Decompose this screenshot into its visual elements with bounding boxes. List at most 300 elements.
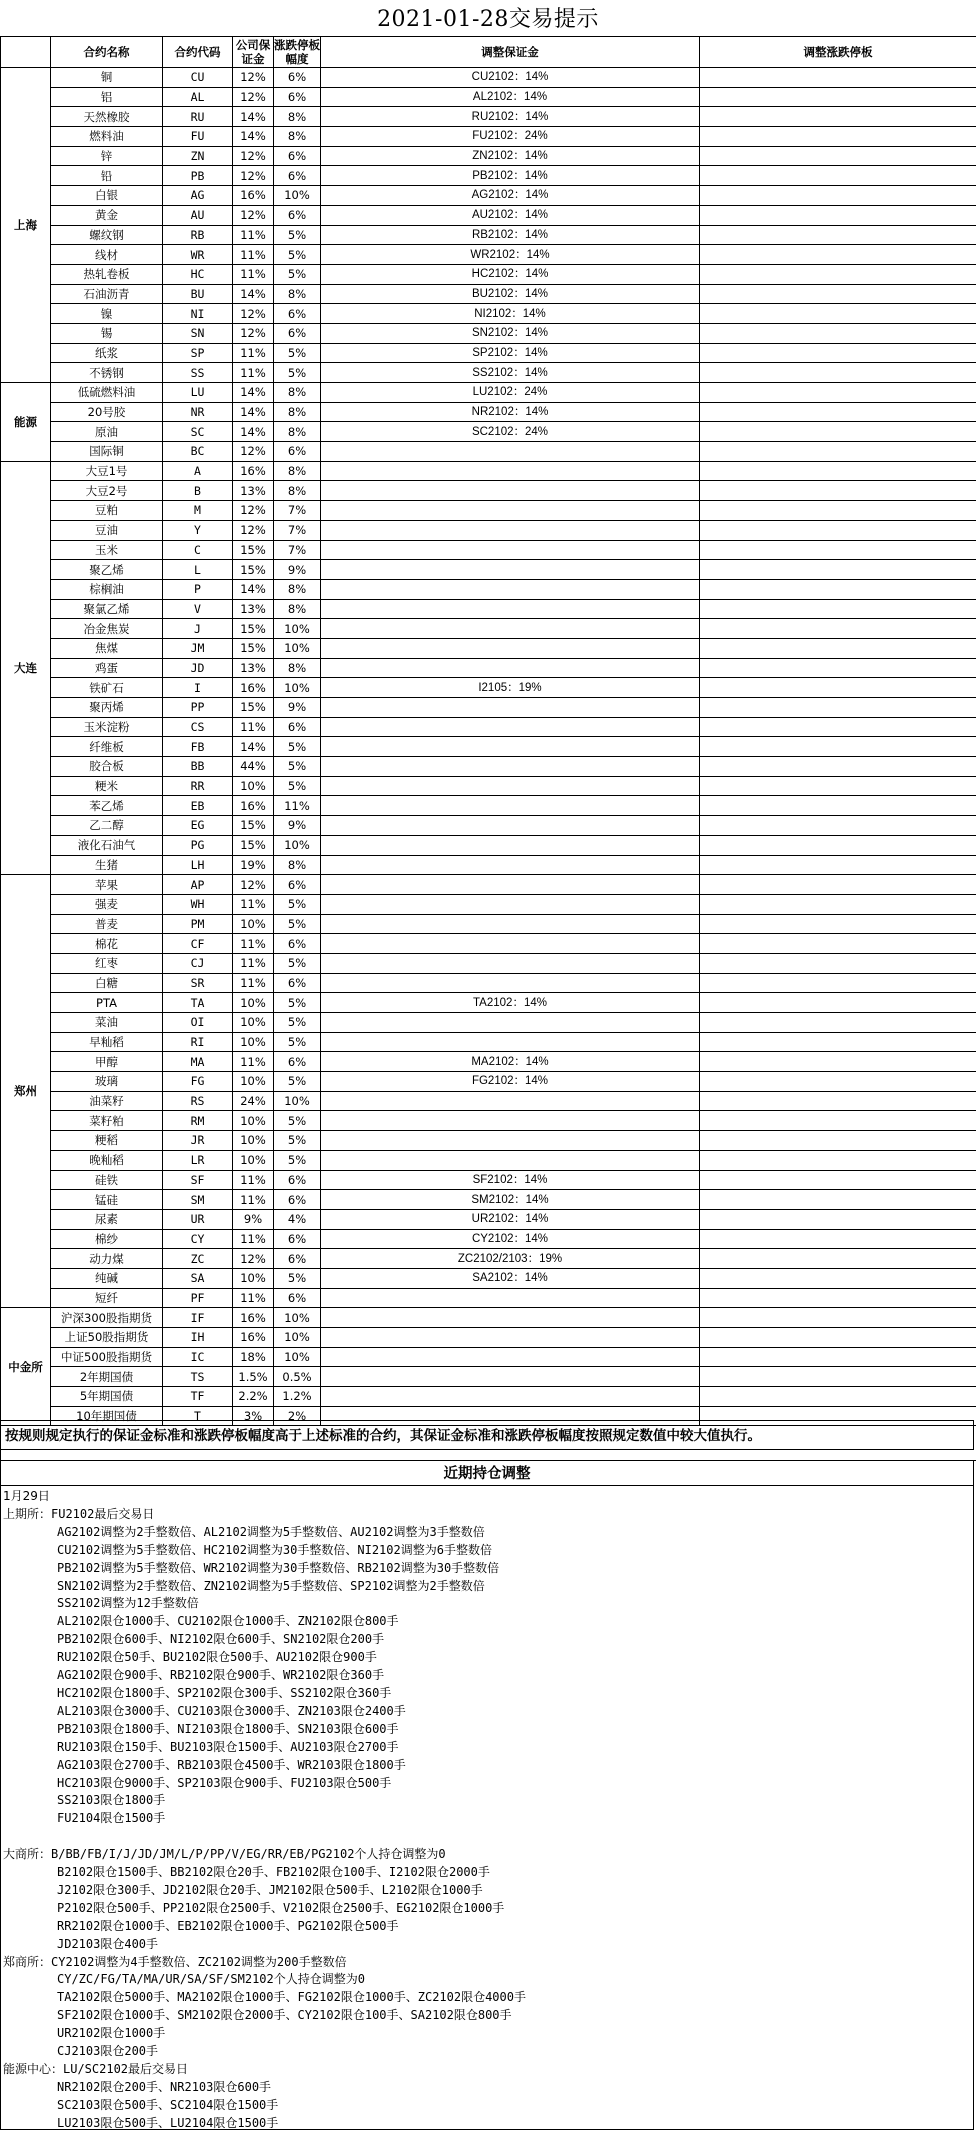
adjusted-limit-cell	[700, 501, 976, 521]
table-row	[1, 363, 976, 383]
adjusted-margin-cell	[321, 501, 700, 521]
adjusted-margin-cell	[321, 638, 700, 658]
contract-code-cell: T	[163, 1406, 233, 1426]
adjusted-margin-cell	[321, 875, 700, 895]
table-row	[1, 284, 976, 304]
adjusted-margin-cell: HC2102：14%	[321, 264, 700, 284]
contract-code-cell: PM	[163, 914, 233, 934]
adjusted-margin-cell: SN2102：14%	[321, 323, 700, 343]
contract-code-cell: V	[163, 599, 233, 619]
company-margin-cell: 15%	[233, 638, 274, 658]
adjusted-margin-cell	[321, 855, 700, 875]
price-limit-cell: 6%	[274, 717, 321, 737]
adjusted-limit-cell	[700, 68, 976, 88]
contract-code-cell: ZC	[163, 1249, 233, 1269]
adjusted-margin-cell	[321, 560, 700, 580]
contract-name-cell: 镍	[51, 304, 163, 324]
table-row	[1, 205, 976, 225]
adjusted-margin-cell: MA2102：14%	[321, 1052, 700, 1072]
adjusted-limit-cell	[700, 1072, 976, 1092]
company-margin-cell: 14%	[233, 127, 274, 147]
adjusted-margin-cell: ZC2102/2103：19%	[321, 1249, 700, 1269]
table-row	[1, 1091, 976, 1111]
adjusted-margin-cell: CU2102：14%	[321, 68, 700, 88]
contract-code-cell: WH	[163, 894, 233, 914]
table-row	[1, 1170, 976, 1190]
adjusted-limit-cell	[700, 914, 976, 934]
table-row	[1, 1052, 976, 1072]
holdings-panel	[0, 1486, 974, 2130]
margin-table	[0, 36, 976, 1461]
table-row	[1, 737, 976, 757]
table-row	[1, 698, 976, 718]
company-margin-cell: 11%	[233, 717, 274, 737]
holdings-line: CU2102调整为5手整数倍、HC2102调整为30手整数倍、NI2102调整为6手整数倍	[3, 1542, 971, 1560]
contract-code-cell: JD	[163, 658, 233, 678]
price-limit-cell: 5%	[274, 245, 321, 265]
contract-code-cell: RU	[163, 107, 233, 127]
adjusted-margin-cell: CY2102：14%	[321, 1229, 700, 1249]
table-row	[1, 638, 976, 658]
contract-code-cell: Y	[163, 520, 233, 540]
adjusted-limit-cell	[700, 1091, 976, 1111]
contract-name-cell: 5年期国债	[51, 1387, 163, 1407]
holdings-line: HC2102限仓1800手、SP2102限仓300手、SS2102限仓360手	[3, 1685, 971, 1703]
adjusted-limit-cell	[700, 284, 976, 304]
price-limit-cell: 5%	[274, 757, 321, 777]
holdings-exchange-label: 上期所：FU2102最后交易日	[3, 1506, 971, 1524]
adjusted-margin-cell: BU2102：14%	[321, 284, 700, 304]
table-row	[1, 245, 976, 265]
region-cell: 中金所	[1, 1308, 51, 1426]
adjusted-limit-cell	[700, 323, 976, 343]
contract-name-cell: 玻璃	[51, 1072, 163, 1092]
contract-code-cell: I	[163, 678, 233, 698]
company-margin-cell: 13%	[233, 658, 274, 678]
adjusted-margin-cell	[321, 776, 700, 796]
contract-name-cell: 短纤	[51, 1288, 163, 1308]
table-row	[1, 166, 976, 186]
contract-name-cell: 粳米	[51, 776, 163, 796]
region-cell: 能源	[1, 383, 51, 462]
table-row	[1, 1150, 976, 1170]
holdings-line: AL2102限仓1000手、CU2102限仓1000手、ZN2102限仓800手	[3, 1613, 971, 1631]
table-row	[1, 579, 976, 599]
contract-name-cell: 20号胶	[51, 402, 163, 422]
holdings-line: SS2102调整为12手整数倍	[3, 1595, 971, 1613]
price-limit-cell: 6%	[274, 205, 321, 225]
price-limit-cell: 5%	[274, 264, 321, 284]
contract-name-cell: 聚乙烯	[51, 560, 163, 580]
contract-code-cell: PP	[163, 698, 233, 718]
company-margin-cell: 10%	[233, 1072, 274, 1092]
region-cell: 郑州	[1, 875, 51, 1308]
contract-name-cell: 国际铜	[51, 442, 163, 462]
price-limit-cell: 8%	[274, 383, 321, 403]
adjusted-limit-cell	[700, 973, 976, 993]
table-row	[1, 678, 976, 698]
adjusted-limit-cell	[700, 1229, 976, 1249]
contract-code-cell: L	[163, 560, 233, 580]
table-header-row	[1, 37, 976, 68]
contract-code-cell: CF	[163, 934, 233, 954]
contract-code-cell: JM	[163, 638, 233, 658]
contract-code-cell: M	[163, 501, 233, 521]
page-title: 2021-01-28交易提示	[0, 0, 976, 36]
adjusted-limit-cell	[700, 1367, 976, 1387]
holdings-line: CY/ZC/FG/TA/MA/UR/SA/SF/SM2102个人持仓调整为0	[3, 1971, 971, 1989]
company-margin-cell: 10%	[233, 1032, 274, 1052]
table-row	[1, 855, 976, 875]
adjusted-margin-cell: I2105：19%	[321, 678, 700, 698]
company-margin-cell: 11%	[233, 1052, 274, 1072]
holdings-line: J2102限仓300手、JD2102限仓20手、JM2102限仓500手、L2102限仓1000手	[3, 1882, 971, 1900]
adjusted-limit-cell	[700, 1308, 976, 1328]
table-row	[1, 993, 976, 1013]
contract-name-cell: 玉米	[51, 540, 163, 560]
price-limit-cell: 6%	[274, 1229, 321, 1249]
price-limit-cell: 1.2%	[274, 1387, 321, 1407]
adjusted-margin-cell: SM2102：14%	[321, 1190, 700, 1210]
adjusted-limit-cell	[700, 855, 976, 875]
adjusted-limit-cell	[700, 1268, 976, 1288]
holdings-line: FU2104限仓1500手	[3, 1810, 971, 1828]
header-contract-code: 合约代码	[163, 37, 233, 68]
adjusted-limit-cell	[700, 757, 976, 777]
adjusted-limit-cell	[700, 1032, 976, 1052]
adjusted-limit-cell	[700, 796, 976, 816]
holdings-line: NR2102限仓200手、NR2103限仓600手	[3, 2079, 971, 2097]
price-limit-cell: 6%	[274, 1249, 321, 1269]
adjusted-margin-cell: SA2102：14%	[321, 1268, 700, 1288]
holdings-line: RU2102限仓50手、BU2102限仓500手、AU2102限仓900手	[3, 1649, 971, 1667]
holdings-line: AL2103限仓3000手、CU2103限仓3000手、ZN2103限仓2400手	[3, 1703, 971, 1721]
adjusted-limit-cell	[700, 1288, 976, 1308]
adjusted-limit-cell	[700, 993, 976, 1013]
holdings-line: RR2102限仓1000手、EB2102限仓1000手、PG2102限仓500手	[3, 1918, 971, 1936]
holdings-exchange-label: 能源中心：LU/SC2102最后交易日	[3, 2061, 971, 2079]
table-row	[1, 225, 976, 245]
adjusted-margin-cell: SF2102：14%	[321, 1170, 700, 1190]
company-margin-cell: 10%	[233, 1013, 274, 1033]
contract-name-cell: 2年期国债	[51, 1367, 163, 1387]
holdings-gap	[3, 1828, 971, 1846]
adjusted-margin-cell	[321, 757, 700, 777]
price-limit-cell: 5%	[274, 1032, 321, 1052]
contract-name-cell: 铁矿石	[51, 678, 163, 698]
adjusted-margin-cell	[321, 579, 700, 599]
contract-code-cell: FG	[163, 1072, 233, 1092]
contract-name-cell: 纯碱	[51, 1268, 163, 1288]
price-limit-cell: 5%	[274, 737, 321, 757]
holdings-line: TA2102限仓5000手、MA2102限仓1000手、FG2102限仓1000手、ZC2102限仓4000手	[3, 1989, 971, 2007]
holdings-exchange-label: 郑商所：CY2102调整为4手整数倍、ZC2102调整为200手整数倍	[3, 1954, 971, 1972]
adjusted-margin-cell	[321, 540, 700, 560]
contract-code-cell: SP	[163, 343, 233, 363]
adjusted-margin-cell	[321, 1091, 700, 1111]
contract-name-cell: 油菜籽	[51, 1091, 163, 1111]
contract-code-cell: PB	[163, 166, 233, 186]
table-row	[1, 1072, 976, 1092]
company-margin-cell: 12%	[233, 323, 274, 343]
company-margin-cell: 10%	[233, 1131, 274, 1151]
company-margin-cell: 12%	[233, 205, 274, 225]
price-limit-cell: 10%	[274, 619, 321, 639]
price-limit-cell: 5%	[274, 363, 321, 383]
adjusted-margin-cell: WR2102：14%	[321, 245, 700, 265]
adjusted-limit-cell	[700, 146, 976, 166]
adjusted-margin-cell	[321, 717, 700, 737]
adjusted-limit-cell	[700, 540, 976, 560]
price-limit-cell: 10%	[274, 1091, 321, 1111]
company-margin-cell: 12%	[233, 68, 274, 88]
contract-name-cell: 早籼稻	[51, 1032, 163, 1052]
contract-name-cell: 甲醇	[51, 1052, 163, 1072]
adjusted-margin-cell	[321, 442, 700, 462]
holdings-line: JD2103限仓400手	[3, 1936, 971, 1954]
adjusted-limit-cell	[700, 442, 976, 462]
table-row	[1, 1229, 976, 1249]
price-limit-cell: 4%	[274, 1209, 321, 1229]
contract-code-cell: SN	[163, 323, 233, 343]
adjusted-limit-cell	[700, 363, 976, 383]
adjusted-limit-cell	[700, 737, 976, 757]
table-row	[1, 540, 976, 560]
contract-name-cell: 黄金	[51, 205, 163, 225]
contract-code-cell: RM	[163, 1111, 233, 1131]
contract-code-cell: CU	[163, 68, 233, 88]
contract-name-cell: 硅铁	[51, 1170, 163, 1190]
price-limit-cell: 6%	[274, 1288, 321, 1308]
adjusted-margin-cell	[321, 737, 700, 757]
holdings-exchange-label: 大商所：B/BB/FB/I/J/JD/JM/L/P/PP/V/EG/RR/EB/PG2102个人持仓调整为0	[3, 1846, 971, 1864]
contract-code-cell: AG	[163, 186, 233, 206]
company-margin-cell: 14%	[233, 402, 274, 422]
contract-name-cell: 粳稻	[51, 1131, 163, 1151]
price-limit-cell: 9%	[274, 698, 321, 718]
table-row	[1, 816, 976, 836]
contract-name-cell: 菜籽粕	[51, 1111, 163, 1131]
adjusted-margin-cell: UR2102：14%	[321, 1209, 700, 1229]
company-margin-cell: 11%	[233, 934, 274, 954]
adjusted-margin-cell: FU2102：24%	[321, 127, 700, 147]
holdings-line: SF2102限仓1000手、SM2102限仓2000手、CY2102限仓100手、SA2102限仓800手	[3, 2007, 971, 2025]
price-limit-cell: 8%	[274, 402, 321, 422]
contract-name-cell: 乙二醇	[51, 816, 163, 836]
price-limit-cell: 5%	[274, 1268, 321, 1288]
adjusted-margin-cell	[321, 658, 700, 678]
contract-code-cell: HC	[163, 264, 233, 284]
contract-code-cell: AL	[163, 87, 233, 107]
company-margin-cell: 9%	[233, 1209, 274, 1229]
contract-name-cell: 棉花	[51, 934, 163, 954]
company-margin-cell: 16%	[233, 186, 274, 206]
contract-code-cell: CJ	[163, 953, 233, 973]
company-margin-cell: 12%	[233, 501, 274, 521]
contract-name-cell: 豆粕	[51, 501, 163, 521]
contract-name-cell: 白糖	[51, 973, 163, 993]
table-body	[1, 68, 976, 1426]
contract-name-cell: 菜油	[51, 1013, 163, 1033]
holdings-line: HC2103限仓9000手、SP2103限仓900手、FU2103限仓500手	[3, 1775, 971, 1793]
table-row	[1, 520, 976, 540]
price-limit-cell: 5%	[274, 953, 321, 973]
adjusted-limit-cell	[700, 638, 976, 658]
company-margin-cell: 10%	[233, 993, 274, 1013]
price-limit-cell: 5%	[274, 1072, 321, 1092]
adjusted-margin-cell: NR2102：14%	[321, 402, 700, 422]
price-limit-cell: 6%	[274, 146, 321, 166]
price-limit-cell: 6%	[274, 973, 321, 993]
contract-name-cell: 锌	[51, 146, 163, 166]
contract-name-cell: 铜	[51, 68, 163, 88]
contract-name-cell: 线材	[51, 245, 163, 265]
contract-name-cell: 大豆1号	[51, 461, 163, 481]
contract-code-cell: WR	[163, 245, 233, 265]
adjusted-margin-cell	[321, 698, 700, 718]
holdings-line: SS2103限仓1800手	[3, 1792, 971, 1810]
adjusted-margin-cell: RU2102：14%	[321, 107, 700, 127]
company-margin-cell: 19%	[233, 855, 274, 875]
contract-name-cell: 焦煤	[51, 638, 163, 658]
adjusted-margin-cell	[321, 1131, 700, 1151]
contract-code-cell: J	[163, 619, 233, 639]
adjusted-limit-cell	[700, 579, 976, 599]
company-margin-cell: 10%	[233, 776, 274, 796]
adjusted-margin-cell: ZN2102：14%	[321, 146, 700, 166]
table-row	[1, 953, 976, 973]
contract-code-cell: EB	[163, 796, 233, 816]
adjusted-limit-cell	[700, 835, 976, 855]
company-margin-cell: 16%	[233, 678, 274, 698]
adjusted-limit-cell	[700, 678, 976, 698]
adjusted-limit-cell	[700, 658, 976, 678]
contract-name-cell: 原油	[51, 422, 163, 442]
company-margin-cell: 15%	[233, 698, 274, 718]
contract-code-cell: P	[163, 579, 233, 599]
table-row	[1, 1268, 976, 1288]
table-row	[1, 501, 976, 521]
table-row	[1, 186, 976, 206]
price-limit-cell: 10%	[274, 1328, 321, 1348]
adjusted-limit-cell	[700, 166, 976, 186]
price-limit-cell: 7%	[274, 501, 321, 521]
contract-name-cell: 棉纱	[51, 1229, 163, 1249]
contract-code-cell: SF	[163, 1170, 233, 1190]
contract-name-cell: 白银	[51, 186, 163, 206]
adjusted-limit-cell	[700, 1249, 976, 1269]
adjusted-limit-cell	[700, 776, 976, 796]
table-row	[1, 875, 976, 895]
adjusted-limit-cell	[700, 422, 976, 442]
adjusted-limit-cell	[700, 107, 976, 127]
price-limit-cell: 8%	[274, 422, 321, 442]
company-margin-cell: 11%	[233, 1190, 274, 1210]
contract-code-cell: BC	[163, 442, 233, 462]
table-row	[1, 402, 976, 422]
table-row	[1, 264, 976, 284]
contract-name-cell: 铅	[51, 166, 163, 186]
table-row	[1, 599, 976, 619]
table-row	[1, 87, 976, 107]
company-margin-cell: 3%	[233, 1406, 274, 1426]
price-limit-cell: 6%	[274, 934, 321, 954]
contract-code-cell: BB	[163, 757, 233, 777]
price-limit-cell: 8%	[274, 481, 321, 501]
rule-note: 按规则规定执行的保证金标准和涨跌停板幅度高于上述标准的合约，其保证金标准和涨跌停板幅度按照规定数值中较大值执行。	[0, 1420, 974, 1450]
adjusted-limit-cell	[700, 894, 976, 914]
price-limit-cell: 6%	[274, 875, 321, 895]
region-cell: 上海	[1, 68, 51, 383]
company-margin-cell: 11%	[233, 363, 274, 383]
price-limit-cell: 8%	[274, 107, 321, 127]
price-limit-cell: 8%	[274, 855, 321, 875]
contract-code-cell: PG	[163, 835, 233, 855]
contract-code-cell: SS	[163, 363, 233, 383]
table-row	[1, 1032, 976, 1052]
contract-code-cell: TA	[163, 993, 233, 1013]
adjusted-limit-cell	[700, 1170, 976, 1190]
table-row	[1, 1288, 976, 1308]
holdings-title: 近期持仓调整	[0, 1460, 974, 1486]
price-limit-cell: 5%	[274, 1150, 321, 1170]
contract-name-cell: 低硫燃料油	[51, 383, 163, 403]
company-margin-cell: 11%	[233, 343, 274, 363]
contract-name-cell: 燃料油	[51, 127, 163, 147]
company-margin-cell: 15%	[233, 619, 274, 639]
table-row	[1, 776, 976, 796]
company-margin-cell: 14%	[233, 579, 274, 599]
company-margin-cell: 12%	[233, 166, 274, 186]
company-margin-cell: 2.2%	[233, 1387, 274, 1407]
price-limit-cell: 5%	[274, 225, 321, 245]
company-margin-cell: 13%	[233, 599, 274, 619]
price-limit-cell: 10%	[274, 186, 321, 206]
adjusted-margin-cell	[321, 894, 700, 914]
price-limit-cell: 6%	[274, 87, 321, 107]
adjusted-margin-cell	[321, 1111, 700, 1131]
adjusted-margin-cell: RB2102：14%	[321, 225, 700, 245]
adjusted-limit-cell	[700, 127, 976, 147]
contract-name-cell: 液化石油气	[51, 835, 163, 855]
company-margin-cell: 14%	[233, 284, 274, 304]
adjusted-limit-cell	[700, 1052, 976, 1072]
company-margin-cell: 12%	[233, 146, 274, 166]
adjusted-margin-cell	[321, 914, 700, 934]
adjusted-limit-cell	[700, 1387, 976, 1407]
table-row	[1, 1387, 976, 1407]
price-limit-cell: 8%	[274, 599, 321, 619]
adjusted-margin-cell	[321, 1288, 700, 1308]
adjusted-limit-cell	[700, 619, 976, 639]
company-margin-cell: 12%	[233, 442, 274, 462]
company-margin-cell: 15%	[233, 835, 274, 855]
adjusted-margin-cell: NI2102：14%	[321, 304, 700, 324]
price-limit-cell: 5%	[274, 914, 321, 934]
adjusted-margin-cell: FG2102：14%	[321, 1072, 700, 1092]
adjusted-limit-cell	[700, 1150, 976, 1170]
header-adjusted-limit: 调整涨跌停板	[700, 37, 976, 68]
company-margin-cell: 12%	[233, 304, 274, 324]
adjusted-limit-cell	[700, 245, 976, 265]
contract-name-cell: 锡	[51, 323, 163, 343]
price-limit-cell: 6%	[274, 68, 321, 88]
holdings-line: PB2102限仓600手、NI2102限仓600手、SN2102限仓200手	[3, 1631, 971, 1649]
price-limit-cell: 10%	[274, 1347, 321, 1367]
contract-code-cell: RS	[163, 1091, 233, 1111]
adjusted-margin-cell: AG2102：14%	[321, 186, 700, 206]
holdings-line: UR2102限仓1000手	[3, 2025, 971, 2043]
